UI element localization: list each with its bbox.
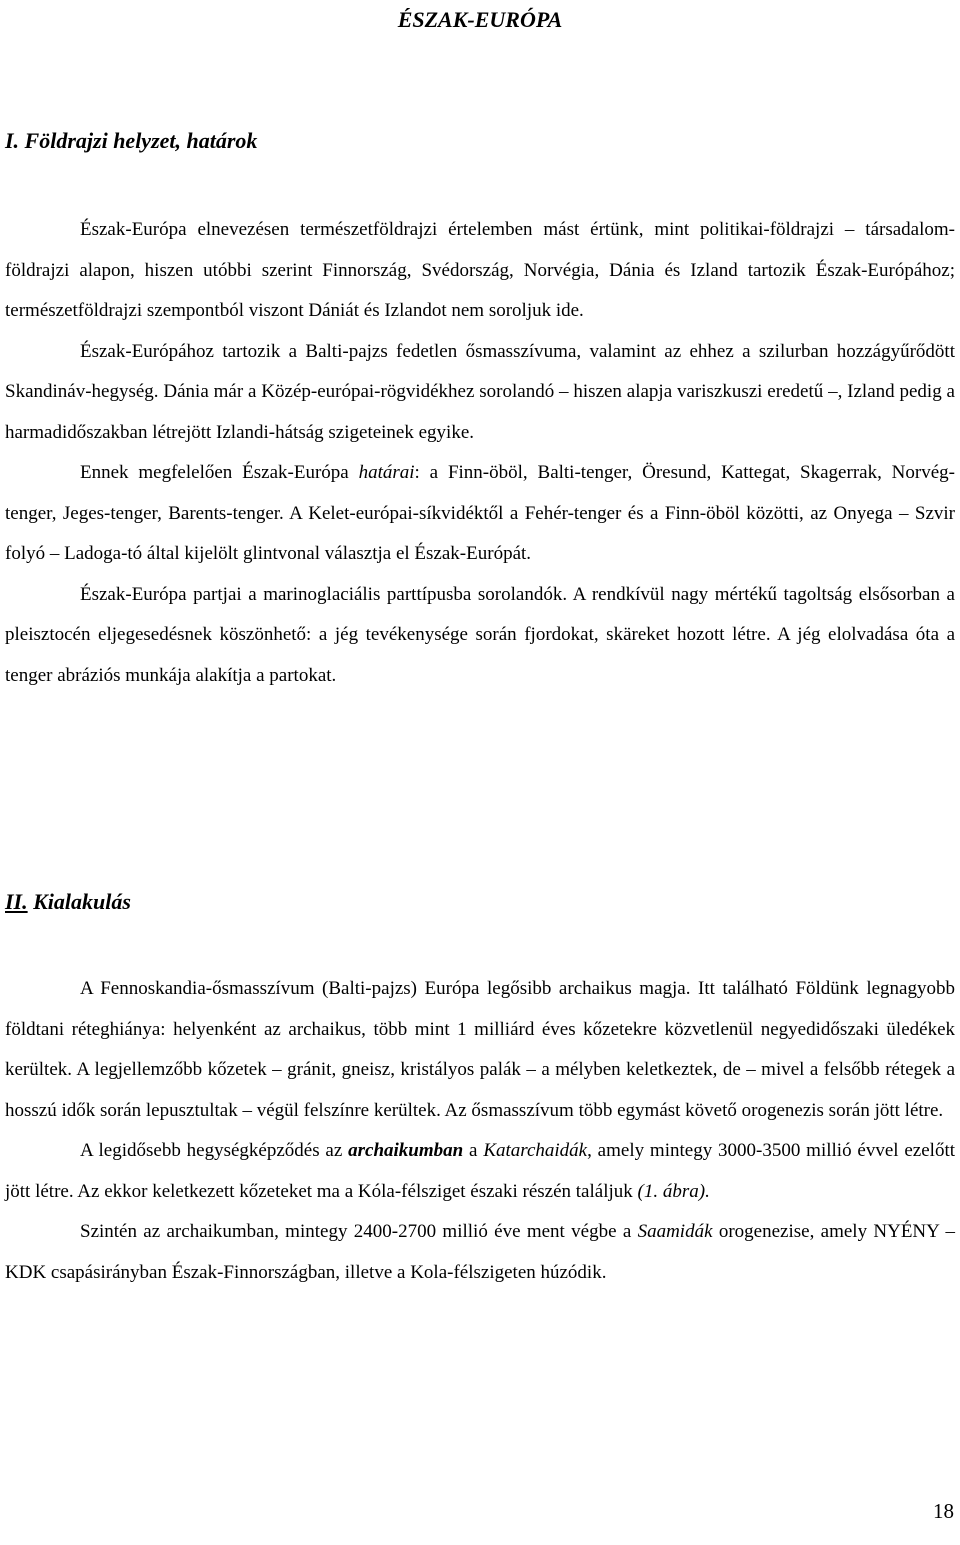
text-run: , amely mintegy 3000-3500 millió évvel ezelőtt jött létre. Az ekkor keletkezett kőzeteket ma a Kóla-félsziget északi részén találjuk xyxy=(5,1140,956,1202)
paragraph xyxy=(5,210,955,332)
text-run: a xyxy=(463,1140,484,1161)
section-2-body xyxy=(5,969,955,1293)
text-run: Ennek megfelelően Észak-Európa xyxy=(80,462,359,483)
paragraph xyxy=(5,1131,955,1212)
text-run: A Fennoskandia-ősmasszívum (Balti-pajzs) Európa legősibb archaikus magja. Itt található Földünk legnagyobb földtani réteghiánya: helyenként az archaikus, több mint 1 milliárd éves kőzetekre közvetlenül negyedidőszaki üledékek kerültek. A legjellemzőbb kőzetek – gránit, gneisz, kristályos palák – a mélyben keletkeztek, de – mivel a felsőbb rétegek a hosszú idők során lepusztultak – végül felszínre kerültek. Az ősmasszívum több egymást követő orogenezis során jött létre. xyxy=(5,978,955,1121)
document-title: ÉSZAK-EURÓPA xyxy=(397,7,563,32)
emphasis: határai xyxy=(358,462,415,483)
paragraph xyxy=(5,969,955,1131)
strong-emphasis: archaikumban xyxy=(348,1140,464,1161)
text-run: Szintén az archaikumban, mintegy 2400-2700 millió éve ment végbe a xyxy=(80,1221,638,1242)
section-heading-2 xyxy=(5,887,131,917)
section-1-body xyxy=(5,210,955,696)
paragraph xyxy=(5,1212,955,1293)
page-number: 18 xyxy=(933,1499,954,1523)
section-heading-text: Kialakulás xyxy=(27,889,131,914)
section-heading-number: II. xyxy=(5,889,28,914)
paragraph xyxy=(5,453,955,575)
emphasis: (1. ábra). xyxy=(637,1180,710,1202)
paragraph xyxy=(5,575,955,697)
paragraph xyxy=(5,332,955,454)
text-run: Észak-Európa partjai a marinoglaciális parttípusba sorolandók. A rendkívül nagy mértékű tagoltság elsősorban a pleisztocén eljegesedésnek köszönhető: a jég tevékenysége során fjordokat, skäreket hozott létre. A jég elolvadása óta a tenger abráziós munkája alakítja a partokat. xyxy=(5,583,955,686)
emphasis: Saamidák xyxy=(637,1221,713,1242)
text-run: orogenezise, amely NYÉNY – KDK csapásirányban Észak-Finnországban, illetve a Kola-félszigeten húzódik. xyxy=(5,1221,955,1283)
emphasis: Katarchaidák xyxy=(483,1140,588,1161)
text-run: Észak-Európához tartozik a Balti-pajzs fedetlen ősmasszívuma, valamint az ehhez a szilurban hozzágyűrődött Skandináv-hegység. Dánia már a Közép-európai-rögvidékhez sorolandó – hiszen alapja variszkuszi eredetű –, Izland pedig a harmadidőszakban létrejött Izlandi-hátság szigeteinek egyike. xyxy=(5,340,955,443)
section-heading-1: I. Földrajzi helyzet, határok xyxy=(5,128,258,153)
text-run: A legidősebb hegységképződés az xyxy=(80,1140,349,1161)
text-run: Észak-Európa elnevezésen természetföldrajzi értelemben mást értünk, mint politikai-földrajzi – társadalom-földrajzi alapon, hiszen utóbbi szerint Finnország, Svédország, Norvégia, Dánia és Izland tartozik Észak-Európához; természetföldrajzi szempontból viszont Dániát és Izlandot nem soroljuk ide. xyxy=(5,219,955,321)
text-run: : a Finn-öböl, Balti-tenger, Öresund, Kattegat, Skagerrak, Norvég-tenger, Jeges-tenger, Barents-tenger. A Kelet-európai-síkvidéktől a Fehér-tenger és a Finn-öböl közötti, az Onyega – Szvir folyó – Ladoga-tó által kijelölt glintvonal választja el Észak-Európát. xyxy=(5,462,955,564)
